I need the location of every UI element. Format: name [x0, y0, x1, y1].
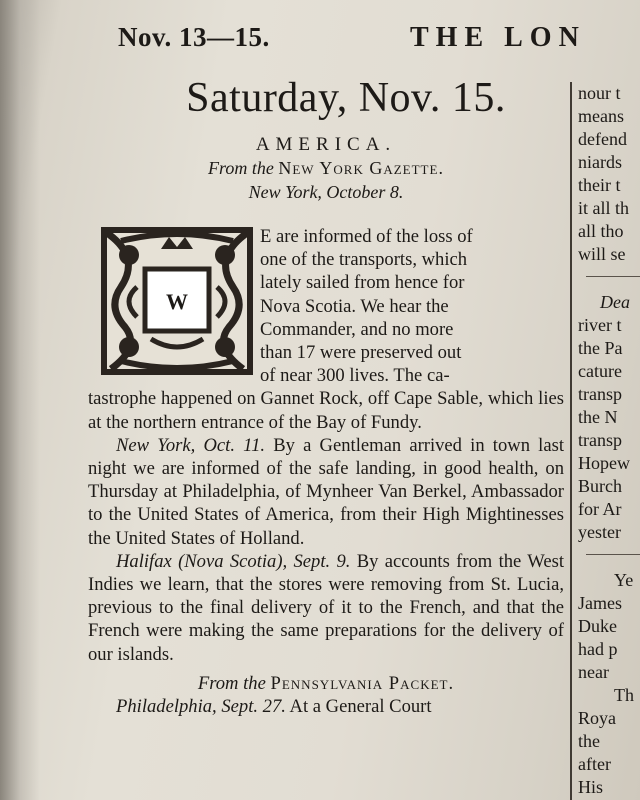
dateline-1: New York, October 8. — [248, 182, 404, 202]
text-line: E are informed of the loss of — [260, 226, 473, 247]
text-line: nour t — [578, 83, 621, 103]
source-prefix: From the — [197, 672, 266, 694]
text-line: Ye — [614, 570, 634, 590]
text-line: the N — [578, 407, 618, 427]
text-line: niards — [578, 152, 622, 172]
dateline-2: New York, Oct. 11. — [116, 434, 266, 456]
text-line: than 17 were preserved out — [260, 342, 462, 364]
section-divider — [586, 554, 640, 555]
paragraph-4 — [88, 695, 564, 718]
column-rule — [570, 82, 572, 800]
text-line: transp — [578, 430, 622, 450]
paragraph-2-text: By a Gentleman arrived in town last night we are informed of the safe landing, in good health, on Thursday at Philadelphia, of Mynheer Van Berkel, Ambassador to the United States of America, from their High Mightinesses the United States of Holland. — [88, 434, 564, 549]
dateline-4: Philadelphia, Sept. 27. — [116, 696, 286, 718]
text-line: Duke — [578, 616, 617, 636]
text-line: Roya — [578, 708, 616, 728]
text-line: it all th — [578, 198, 629, 218]
text-line: lately sailed from hence for — [260, 272, 465, 294]
text-line: the — [578, 731, 600, 751]
issue-date: Nov. 13—15. — [118, 22, 270, 52]
text-line: after — [578, 754, 611, 774]
text-line: the Pa — [578, 338, 623, 358]
day-heading: Saturday, Nov. 15. — [186, 75, 506, 121]
text-line: for Ar — [578, 499, 622, 519]
text-line: His — [578, 777, 604, 797]
text-line: Nova Scotia. We hear the — [260, 295, 449, 317]
source-line-2 — [88, 672, 564, 695]
page-gutter-shadow — [0, 0, 40, 800]
dateline-3: Halifax (Nova Scotia), Sept. 9. — [116, 550, 351, 572]
source-line-1 — [88, 156, 564, 180]
dropcap-ornament-icon — [101, 227, 253, 375]
paragraph-2 — [88, 434, 564, 550]
text-line: Hopew — [578, 453, 630, 473]
section-heading: AMERICA. — [255, 134, 397, 155]
section-divider — [586, 276, 640, 277]
right-column-clipped — [578, 82, 640, 800]
text-line: Dea — [600, 292, 630, 312]
text-line: Th — [614, 685, 634, 705]
paragraph-3-text: By accounts from the West Indies we learn, that the stores were removing from St. Lucia, previous to the final delivery of it to the French, and that the French were making the same preparations for the delivery of our islands. — [88, 550, 565, 665]
paragraph-3 — [88, 550, 564, 666]
source-paper: New York Gazette. — [278, 158, 444, 178]
source-prefix: From the — [208, 158, 274, 178]
text-line: Burch — [578, 476, 622, 496]
paragraph-1-tail: tastrophe happened on Gannet Rock, off Cape Sable, which lies at the northern entrance of the Bay of Fundy. — [88, 388, 564, 433]
text-line: near — [578, 662, 609, 682]
text-line: defend — [578, 129, 627, 149]
text-line: James — [578, 593, 622, 613]
masthead — [118, 22, 638, 58]
source-paper: Pennsylvania Packet. — [270, 672, 455, 694]
text-line: cature — [578, 361, 622, 381]
newspaper-title: THE LON — [410, 22, 586, 53]
text-line: all tho — [578, 221, 624, 241]
text-line: one of the transports, which — [260, 249, 468, 271]
text-line: yester — [578, 522, 621, 542]
text-line: of near 300 lives. The ca- — [260, 365, 450, 387]
ornamental-dropcap — [101, 227, 253, 375]
text-line: transp — [578, 384, 622, 404]
text-line: means — [578, 106, 624, 126]
main-column — [88, 70, 564, 800]
paragraph-4-text: At a General Court — [285, 696, 432, 718]
text-line: their t — [578, 175, 621, 195]
text-line: river t — [578, 315, 622, 335]
text-line: had p — [578, 639, 618, 659]
dropcap-letter: W — [166, 289, 188, 314]
text-line: Commander, and no more — [260, 318, 454, 340]
text-line: will se — [578, 244, 626, 264]
